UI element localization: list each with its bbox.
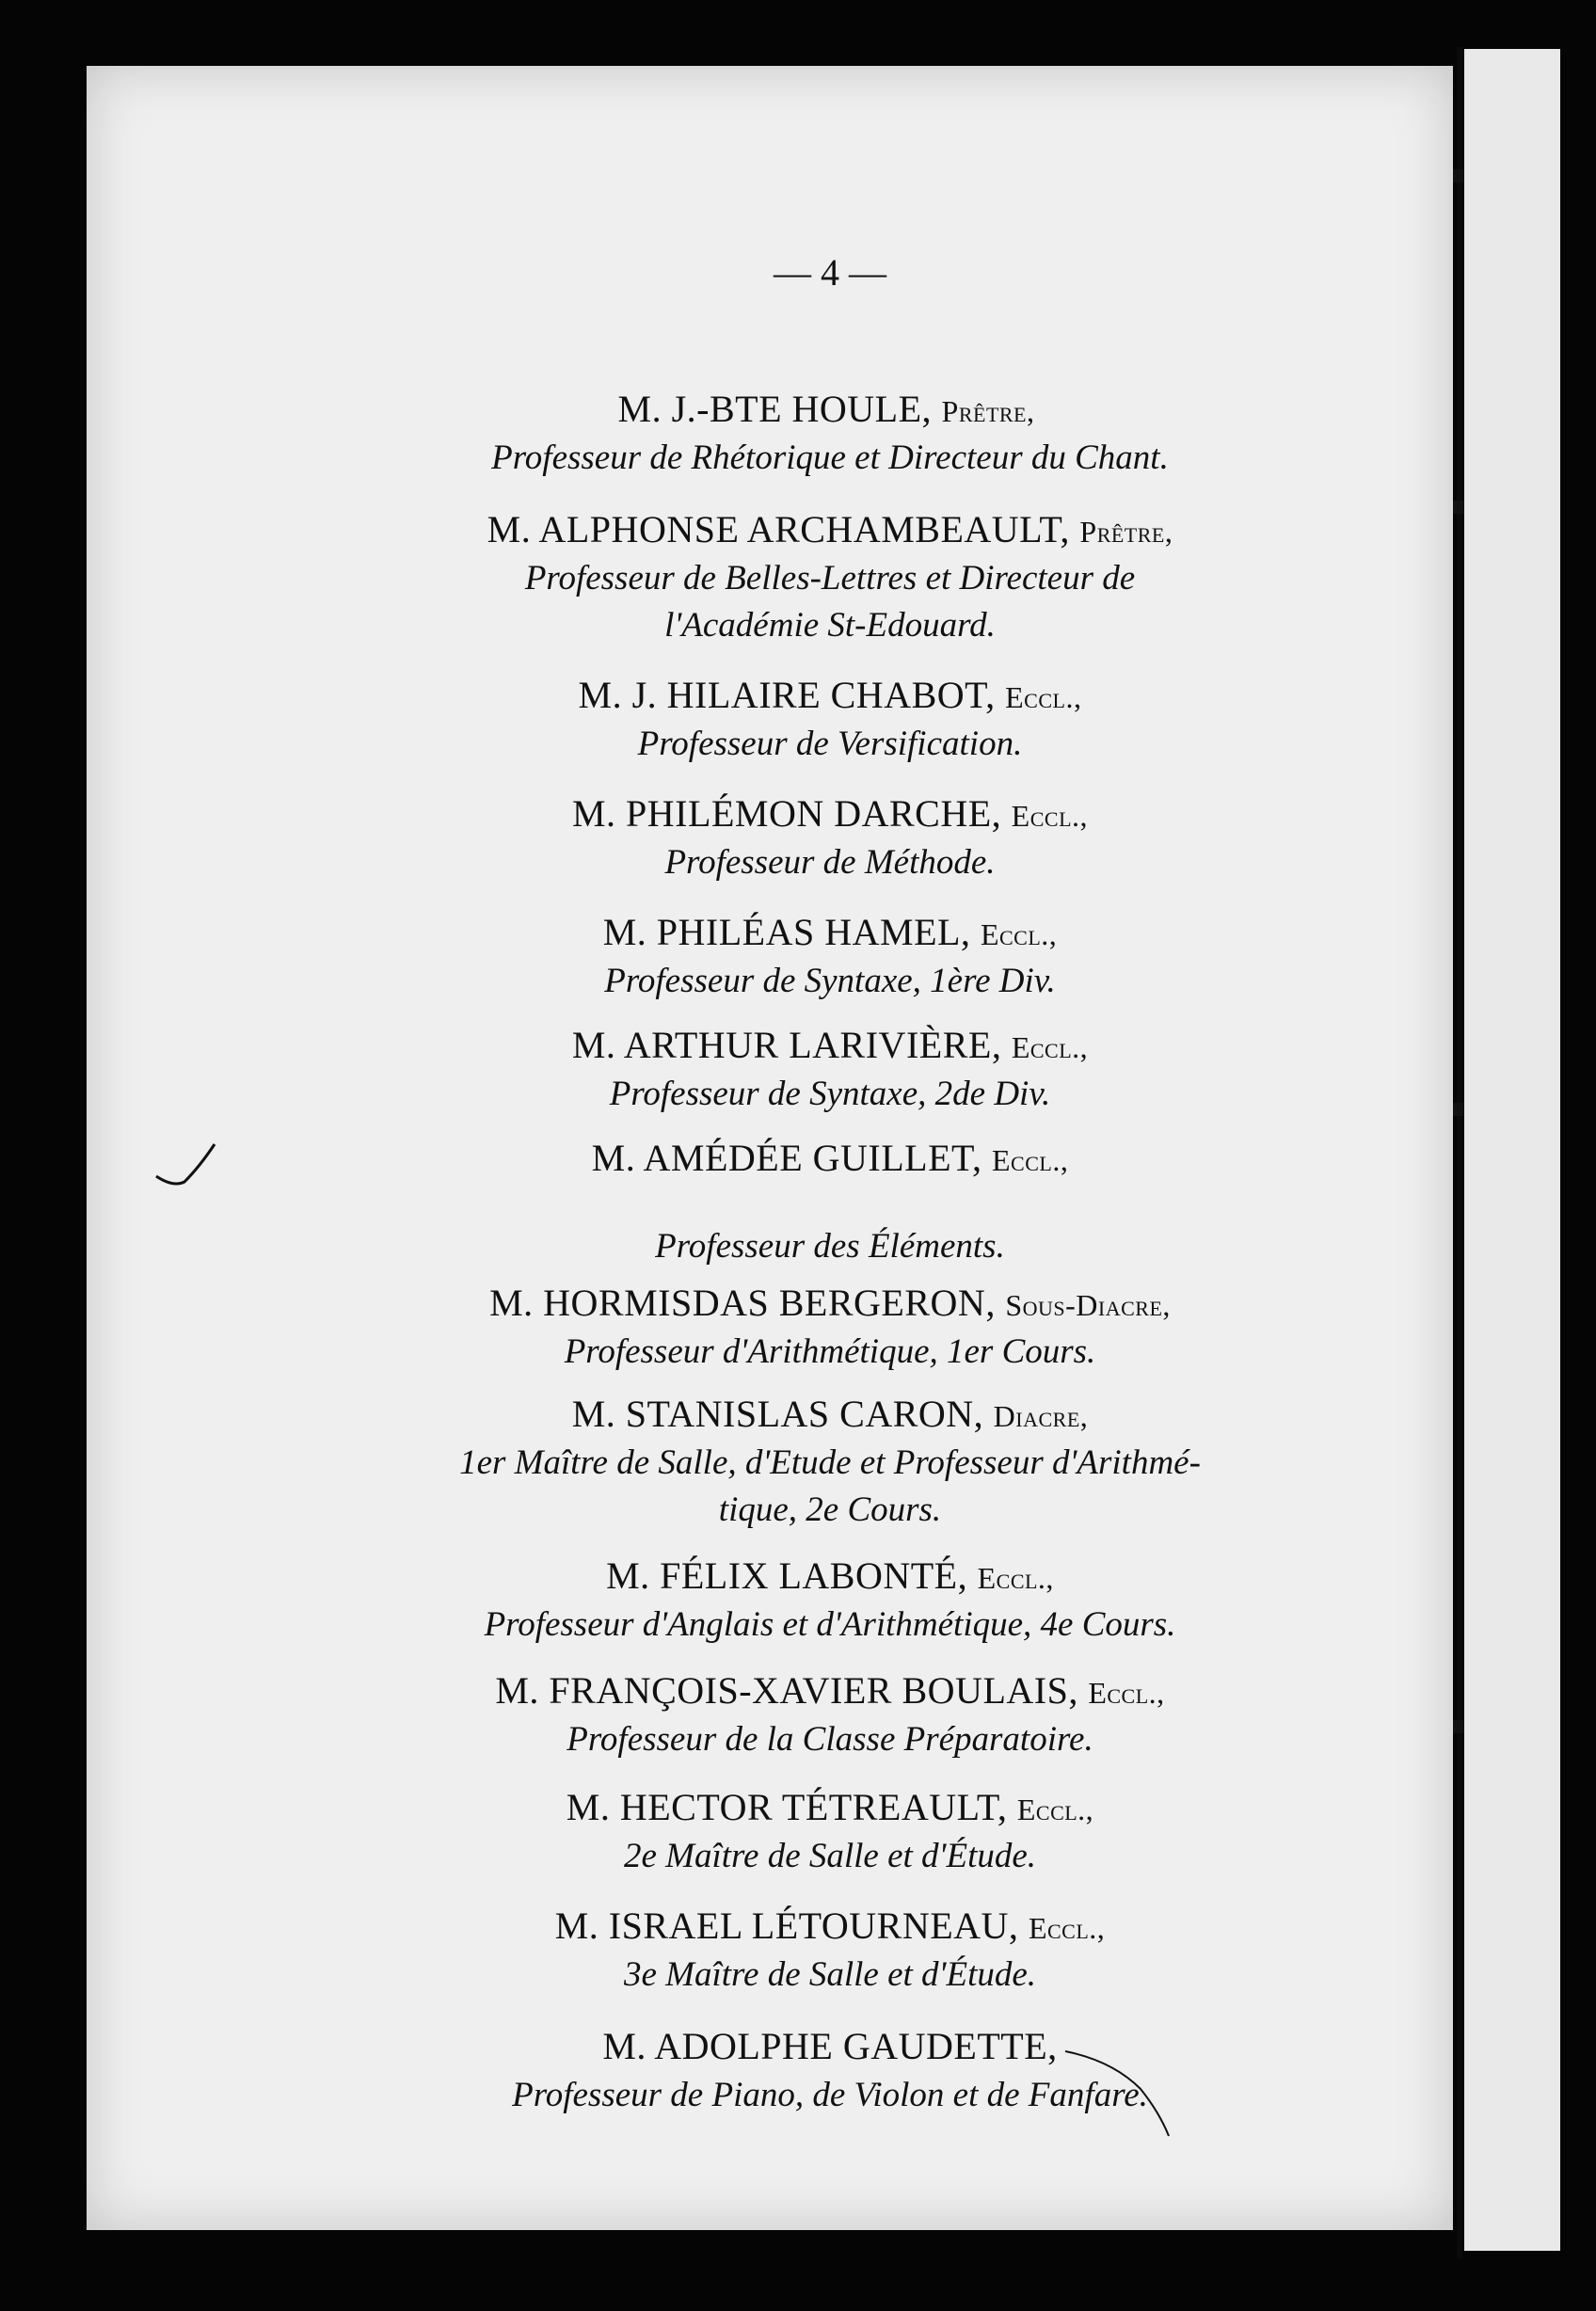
staff-title: Eccl., [1011, 799, 1089, 833]
staff-title: Eccl., [1011, 1030, 1089, 1064]
staff-role: Professeur de Syntaxe, 1ère Div. [604, 962, 1056, 1000]
staff-title: Eccl., [1016, 1793, 1094, 1826]
staff-name-line [87, 1784, 1453, 1833]
staff-name: M. J.-BTE HOULE, [617, 388, 942, 430]
staff-entry [87, 672, 1453, 768]
staff-name-line [87, 1553, 1453, 1602]
staff-name-line [87, 1391, 1453, 1440]
staff-title: Eccl., [977, 1561, 1054, 1595]
staff-role: Professeur d'Arithmétique, 1er Cours. [564, 1332, 1096, 1371]
staff-name: M. AMÉDÉE GUILLET, [591, 1137, 992, 1179]
staff-name: M. HORMISDAS BERGERON, [489, 1282, 1006, 1324]
staff-entry [87, 1784, 1453, 1880]
staff-role: Professeur de Belles-Lettres et Directeur de [524, 559, 1136, 598]
staff-name: M. FRANÇOIS-XAVIER BOULAIS, [495, 1669, 1089, 1712]
page-number: — 4 — [774, 251, 886, 294]
staff-title: Eccl., [980, 917, 1058, 951]
staff-name: M. FÉLIX LABONTÉ, [606, 1554, 978, 1597]
staff-title: Eccl., [992, 1143, 1069, 1177]
staff-title: Prêtre, [1079, 515, 1173, 549]
staff-entry [87, 1667, 1453, 1763]
staff-name-line [87, 1667, 1453, 1716]
staff-role: Professeur de Versification. [637, 725, 1023, 763]
pencil-check-mark [152, 1129, 228, 1195]
staff-name: M. ADOLPHE GAUDETTE, [602, 2025, 1058, 2067]
staff-entry [87, 1280, 1453, 1376]
staff-entry [87, 790, 1453, 886]
staff-name-line [87, 506, 1453, 555]
staff-role: Professeur de la Classe Préparatoire. [567, 1720, 1093, 1759]
staff-name-line [87, 672, 1453, 721]
staff-entry [87, 1553, 1453, 1649]
staff-role: Professeur de Piano, de Violon et de Fanfare. [512, 2076, 1148, 2114]
staff-role: Professeur de Méthode. [664, 843, 996, 882]
staff-entry [87, 2023, 1453, 2119]
staff-name: M. ISRAEL LÉTOURNEAU, [554, 1905, 1029, 1947]
staff-role: 1er Maître de Salle, d'Etude et Professeur d'Arithmé- [459, 1443, 1201, 1482]
staff-name-line [87, 386, 1453, 435]
staff-name: M. PHILÉMON DARCHE, [571, 792, 1012, 835]
staff-role: Professeur d'Anglais et d'Arithmétique, 4e Cours. [484, 1605, 1176, 1644]
staff-entry [87, 1903, 1453, 1999]
staff-name: M. ARTHUR LARIVIÈRE, [571, 1024, 1012, 1066]
staff-name: M. ALPHONSE ARCHAMBEAULT, [487, 508, 1080, 550]
pencil-stroke [1056, 2042, 1188, 2145]
staff-name: M. PHILÉAS HAMEL, [602, 911, 981, 953]
staff-role: l'Académie St-Edouard. [664, 606, 996, 645]
staff-name-line [87, 1022, 1453, 1071]
staff-role: Professeur de Rhétorique et Directeur du Chant. [491, 438, 1169, 477]
staff-role: 3e Maître de Salle et d'Étude. [623, 1955, 1037, 1994]
staff-title: Diacre, [993, 1399, 1089, 1433]
staff-title: Eccl., [1088, 1676, 1165, 1710]
staff-entry [87, 386, 1453, 482]
staff-name-line [87, 909, 1453, 958]
staff-title: Eccl., [1028, 1911, 1106, 1945]
staff-title: Eccl., [1005, 680, 1082, 714]
staff-name: M. HECTOR TÉTREAULT, [566, 1786, 1017, 1828]
staff-entry [87, 1022, 1453, 1118]
staff-name-line [87, 1280, 1453, 1329]
staff-entry [87, 506, 1453, 649]
staff-name: M. J. HILAIRE CHABOT, [578, 674, 1006, 716]
staff-role: tique, 2e Cours. [718, 1490, 942, 1529]
staff-name-line [87, 2023, 1453, 2072]
adjacent-page-strip [1464, 49, 1560, 2251]
staff-name-line [87, 1135, 1453, 1184]
staff-name-line [87, 1903, 1453, 1952]
staff-entry [87, 1135, 1453, 1270]
binding-edge [1457, 47, 1462, 2258]
staff-name-line [87, 790, 1453, 839]
staff-title: Sous-Diacre, [1005, 1288, 1171, 1322]
staff-title: Prêtre, [941, 394, 1035, 428]
staff-role: Professeur de Syntaxe, 2de Div. [609, 1075, 1051, 1113]
staff-role: 2e Maître de Salle et d'Étude. [623, 1837, 1037, 1875]
staff-role: Professeur des Éléments. [655, 1227, 1005, 1266]
document-page [87, 66, 1453, 2230]
staff-name: M. STANISLAS CARON, [571, 1393, 994, 1435]
staff-entry [87, 909, 1453, 1005]
staff-entry [87, 1391, 1453, 1534]
